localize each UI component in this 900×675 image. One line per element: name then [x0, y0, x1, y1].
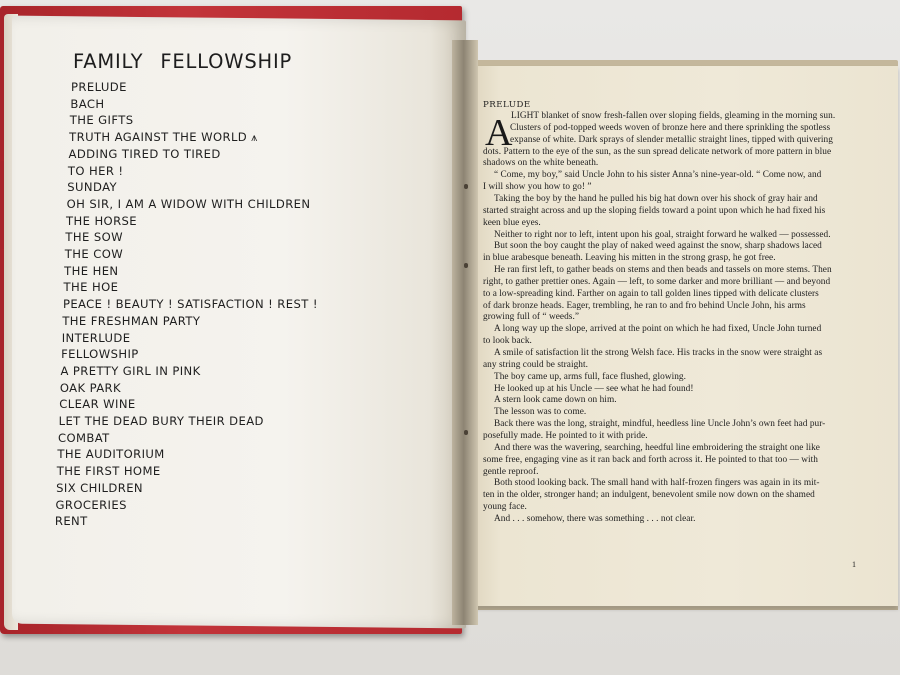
text-line: of dark bronze heads. Eager, trembling, he ran to and fro behind Uncle John, his arms — [483, 300, 806, 311]
contents-item: RENT — [54, 514, 88, 529]
contents-item: THE HORSE — [66, 213, 138, 228]
contents-item: THE SOW — [65, 230, 123, 245]
text-line: A long way up the slope, arrived at the point on which he had fixed, Uncle John turned — [494, 324, 822, 335]
contents-item: INTERLUDE — [61, 330, 131, 345]
contents-title: FAMILY FELLOWSHIP — [73, 50, 293, 73]
contents-item: THE HOE — [63, 280, 119, 295]
text-line: started straight across and up the sloping fields toward a point upon which he had fixed his — [483, 205, 826, 216]
text-line: Taking the boy by the hand he pulled his big hat down over his shock of gray hair and — [494, 193, 818, 204]
text-line: any string could be straight. — [483, 359, 588, 370]
text-line: in blue arabesque beneath. Leaving his mitten in the strong grasp, he got free. — [483, 253, 776, 264]
contents-item: ADDING TIRED TO TIRED — [68, 146, 221, 161]
contents-item: OH SIR, I AM A WIDOW WITH CHILDREN — [66, 196, 311, 211]
text-line: Neither to right nor to left, intent upon his goal, straight forward he walked — possessed. — [494, 229, 831, 240]
text-line: And there was the wavering, searching, heedful line embroidering the straight one like — [494, 442, 820, 453]
contents-item: THE GIFTS — [69, 113, 134, 128]
text-line: expanse of white. Dark sprays of slender metallic straight lines, tipped with quivering — [510, 134, 833, 145]
page-number: 1 — [852, 560, 856, 569]
text-line: Clusters of pod-topped weeds woven of bronze here and there sprinkling the spotless — [510, 122, 831, 133]
text-line: Back there was the long, straight, mindful, heedless line Uncle John’s own feet had pur- — [494, 419, 826, 430]
chapter-heading: PRELUDE — [483, 100, 531, 110]
binding-hole — [464, 430, 468, 435]
contents-item: THE COW — [64, 247, 124, 261]
binding-hole — [464, 184, 468, 189]
text-line: The lesson was to come. — [494, 407, 587, 418]
text-line: to a low-spreading kind. Farther on again to tall golden lines tipped with delicate clusters — [483, 288, 819, 299]
text-line: gentle reproof. — [483, 466, 539, 477]
text-line: The boy came up, arms full, face flushed, glowing. — [494, 371, 686, 382]
contents-item: CLEAR WINE — [59, 397, 136, 412]
contents-item: A PRETTY GIRL IN PINK — [60, 363, 201, 378]
book-gutter — [452, 40, 478, 625]
contents-item: THE AUDITORIUM — [57, 447, 165, 462]
contents-item: FELLOWSHIP — [61, 347, 139, 362]
contents-item: THE FIRST HOME — [56, 464, 161, 479]
text-line: He looked up at his Uncle — see what he had found! — [494, 383, 694, 394]
text-line: LIGHT blanket of snow fresh-fallen over sloping fields, gleaming in the morning sun. — [511, 111, 836, 121]
text-line: A stern look came down on him. — [494, 395, 617, 406]
contents-item: SUNDAY — [67, 180, 118, 195]
text-line: dots. Pattern to the eye of the sun, as the sun spread delicate network of more pattern in blue — [483, 146, 832, 157]
binding-hole — [464, 263, 468, 268]
pencil-mark-icon: ⩚ — [251, 131, 258, 145]
contents-item: PEACE ! BEAUTY ! SATISFACTION ! REST ! — [62, 297, 318, 312]
text-line: He ran first left, to gather beads on stems and then beads and tassels on more stems. Then — [494, 265, 832, 276]
text-line: “ Come, my boy,” said Uncle John to his sister Anna’s nine-year-old. “ Come now, and — [494, 170, 822, 181]
contents-item: THE HEN — [64, 263, 119, 278]
text-line: But soon the boy caught the play of naked weed against the snow, sharp shadows laced — [494, 241, 822, 252]
contents-item: PRELUDE — [71, 80, 127, 94]
contents-item: LET THE DEAD BURY THEIR DEAD — [58, 414, 264, 428]
text-line: right, to gather prettier ones. Again — left, to some darker and more brilliant — and beyond — [483, 276, 831, 287]
contents-item: GROCERIES — [55, 497, 127, 512]
contents-item: COMBAT — [57, 430, 110, 445]
text-line: ten in the older, stronger hand; an indulgent, benevolent smile now down on the shamed — [483, 490, 815, 501]
text-line: growing full of “ weeds.” — [483, 312, 579, 323]
contents-item: OAK PARK — [59, 380, 122, 395]
text-line: posefully made. He pointed to it with pride. — [483, 430, 648, 441]
contents-item: TO HER ! — [67, 163, 124, 178]
text-line: young face. — [483, 502, 527, 513]
contents-item: TRUTH AGAINST THE WORLD ⩚ — [69, 130, 258, 145]
text-line: some free, engaging vine as it ran back and forth across it. He pointed to that too — with — [483, 454, 818, 465]
text-line: I will show you how to go! ” — [483, 182, 592, 193]
text-line: to look back. — [483, 336, 532, 347]
text-line: Both stood looking back. The small hand with half-frozen fingers was again in its mit- — [494, 478, 820, 489]
contents-item: THE FRESHMAN PARTY — [62, 313, 201, 328]
text-line: And . . . somehow, there was something . . . not clear. — [494, 513, 696, 524]
drop-cap: A — [485, 112, 513, 154]
text-line: A smile of satisfaction lit the strong Welsh face. His tracks in the snow were straight as — [494, 348, 823, 358]
contents-item: BACH — [70, 96, 105, 111]
text-line: keen blue eyes. — [483, 217, 541, 228]
text-line: shadows on the white beneath. — [483, 158, 599, 169]
contents-item: SIX CHILDREN — [56, 480, 143, 495]
